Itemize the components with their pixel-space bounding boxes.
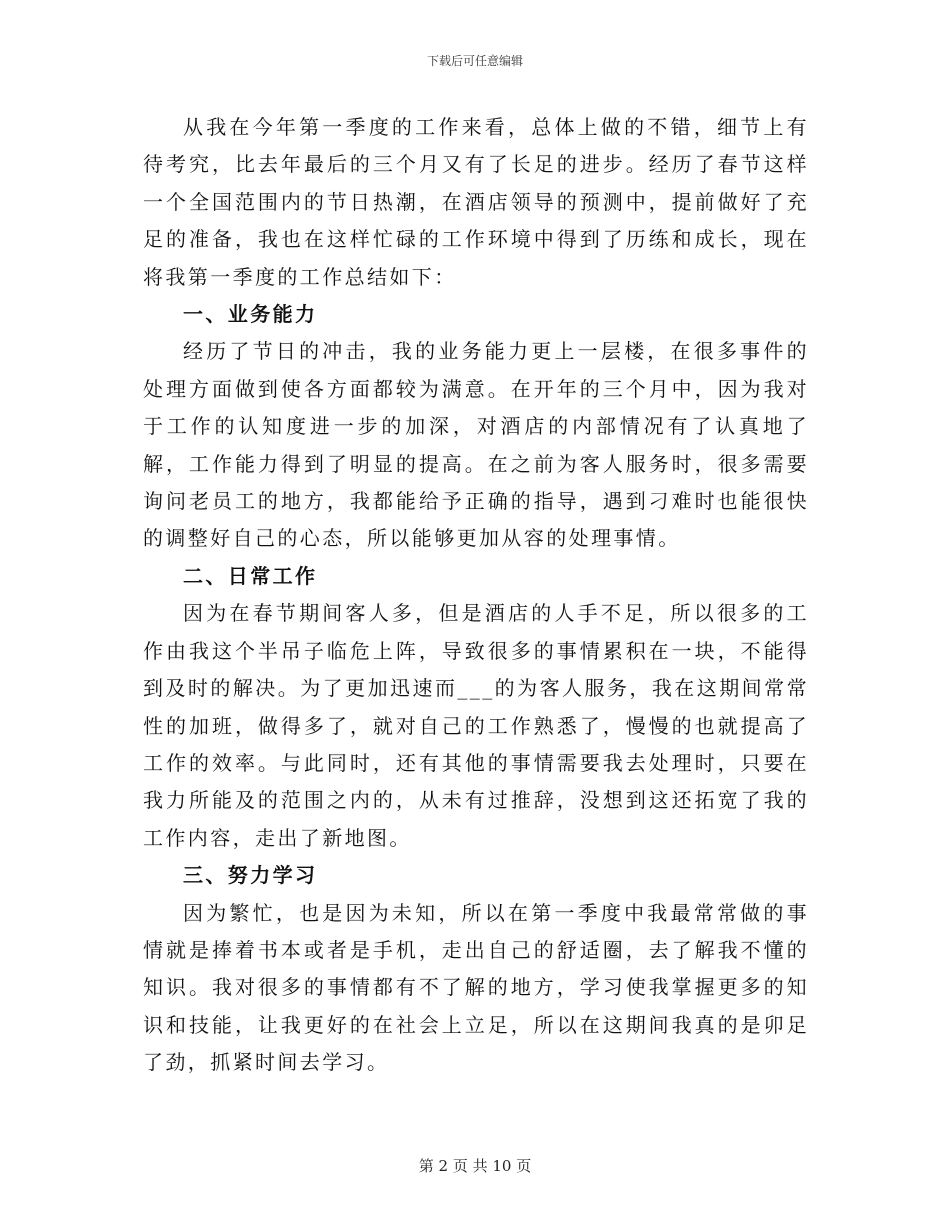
section-paragraph-daily-work: 因为在春节期间客人多，但是酒店的人手不足，所以很多的工作由我这个半吊子临危上阵，导致很多的事情累积在一块，不能得到及时的解决。为了更加迅速而___的为客人服务，我在这期间常常性的加班，做得多了，就对自己的工作熟悉了，慢慢的也就提高了工作的效率。与此同时，还有其他的事情需要我去处理时，只要在我力所能及的范围之内的，从未有过推辞，没想到这还拓宽了我的工作内容，走出了新地图。 bbox=[143, 601, 809, 850]
section-heading-study: 三、努力学习 bbox=[183, 863, 318, 888]
document-body bbox=[143, 109, 809, 1082]
section-heading-daily-work: 二、日常工作 bbox=[183, 563, 318, 588]
header-note: 下载后可任意编辑 bbox=[426, 54, 523, 68]
section-paragraph-study: 因为繁忙，也是因为未知，所以在第一季度中我最常常做的事情就是捧着书本或者是手机，走出自己的舒适圈，去了解我不懂的知识。我对很多的事情都有不了解的地方，学习使我掌握更多的知识和技能，让我更好的在社会上立足，所以在这期间我真的是卯足了劲，抓紧时间去学习。 bbox=[143, 900, 809, 1075]
section-heading-business-ability: 一、业务能力 bbox=[183, 302, 318, 327]
page-number: 第 2 页 共 10 页 bbox=[418, 1157, 532, 1175]
intro-paragraph: 从我在今年第一季度的工作来看，总体上做的不错，细节上有待考究，比去年最后的三个月又有了长足的进步。经历了春节这样一个全国范围内的节日热潮，在酒店领导的预测中，提前做好了充足的准备，我也在这样忙碌的工作环境中得到了历练和成长，现在将我第一季度的工作总结如下： bbox=[143, 115, 809, 289]
section-paragraph-business-ability: 经历了节日的冲击，我的业务能力更上一层楼，在很多事件的处理方面做到使各方面都较为满意。在开年的三个月中，因为我对于工作的认知度进一步的加深，对酒店的内部情况有了认真地了解，工作能力得到了明显的提高。在之前为客人服务时，很多需要询问老员工的地方，我都能给予正确的指导，遇到刁难时也能很快的调整好自己的心态，所以能够更加从容的处理事情。 bbox=[143, 339, 809, 551]
